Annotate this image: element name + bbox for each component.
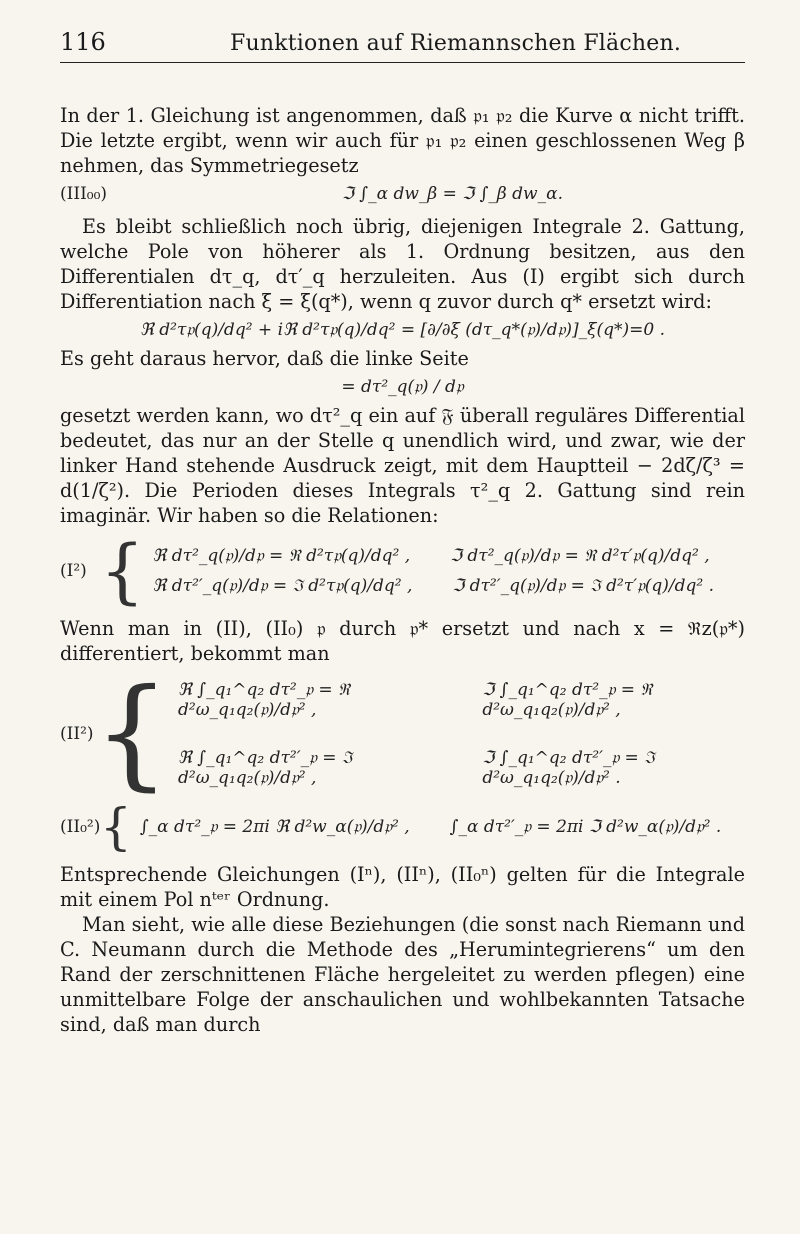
- left-brace: {: [100, 798, 132, 856]
- equation-group-II02: [60, 798, 745, 856]
- equation-label: (I²): [60, 561, 87, 581]
- paragraph-5: Wenn man in (II), (II₀) 𝔭 durch 𝔭* ersetzt und nach x = ℜz(𝔭*) differentiert, bekommt man: [60, 617, 745, 665]
- left-brace: {: [93, 664, 170, 803]
- equation-III00: [60, 184, 745, 204]
- paragraph-1: In der 1. Gleichung ist angenommen, daß 𝔭₁ 𝔭₂ die Kurve α nicht trifft. Die letzte ergibt, wenn wir auch für 𝔭₁ 𝔭₂ einen geschlossenen Weg β nehmen, das Symmetriegesetz: [60, 104, 745, 177]
- paragraph-3: Es geht daraus hervor, daß die linke Seite: [60, 347, 469, 370]
- running-title: Funktionen auf Riemannschen Flächen.: [230, 31, 682, 56]
- equation-label: (III₀₀): [60, 184, 108, 204]
- page-number: 116: [60, 28, 106, 56]
- equation-group-I2: [60, 530, 745, 612]
- paragraph-2: Es bleibt schließlich noch übrig, diejenigen Integrale 2. Gattung, welche Pole von höherer als 1. Ordnung besitzen, aus den Differentialen dτ_q, dτ′_q herzuleiten. Aus (I) ergibt sich durch Differentiation nach ξ = ξ(q*), wenn q zuvor durch q* ersetzt wird:: [60, 215, 745, 313]
- equation-cell: ℑ dτ²′_q(𝔭)/d𝔭 = ℑ d²τ′𝔭(q)/dq² .: [452, 576, 715, 596]
- paragraph-4: gesetzt werden kann, wo dτ²_q ein auf 𝔉 überall reguläres Differential bedeutet, das nur an der Stelle q unendlich wird, und zwar, wie der linker Hand stehende Ausdruck zeigt, mit dem Hauptteil − 2dζ/ζ³ = d(1/ζ²). Die Perioden dieses Integrals τ²_q 2. Gattung sind rein imaginär. Wir haben so die Relationen:: [60, 404, 745, 527]
- book-page: [60, 28, 745, 1037]
- paragraph-7: Man sieht, wie alle diese Beziehungen (die sonst nach Riemann und C. Neumann durch die Methode des „Herumintegrierens“ um den Rand der zerschnittenen Fläche hergeleitet zu werden pflegen) eine unmittelbare Folge der anschaulichen und wohlbekannten Tatsache sind, daß man durch: [60, 913, 745, 1036]
- equation-cell: ℜ ∫_q₁^q₂ dτ²′_𝔭 = ℑ d²ω_q₁q₂(𝔭)/d𝔭² ,: [178, 748, 353, 788]
- equation-body: ℜ d²τ𝔭(q)/dq² + iℜ d²τ𝔭(q)/dq² = [∂/∂ξ (dτ_q*(𝔭)/d𝔭)]_ξ(q*)=0 .: [140, 320, 665, 340]
- equation-body: = dτ²_q(𝔭) / d𝔭: [341, 377, 464, 397]
- equation-cell: ℑ ∫_q₁^q₂ dτ²′_𝔭 = ℑ d²ω_q₁q₂(𝔭)/d𝔭² .: [482, 748, 655, 788]
- equation-cell: ℑ ∫_q₁^q₂ dτ²_𝔭 = ℜ d²ω_q₁q₂(𝔭)/d𝔭² ,: [482, 680, 653, 720]
- page-header: [60, 28, 745, 63]
- equation-label: (II²): [60, 724, 94, 744]
- equation-cell: ℜ dτ²′_q(𝔭)/d𝔭 = ℑ d²τ𝔭(q)/dq² ,: [152, 576, 413, 596]
- equation-cell: ℑ dτ²_q(𝔭)/d𝔭 = ℜ d²τ′𝔭(q)/dq² ,: [450, 546, 710, 566]
- equation-cell: ℜ dτ²_q(𝔭)/d𝔭 = ℜ d²τ𝔭(q)/dq² ,: [152, 546, 411, 566]
- equation-cell: ∫_α dτ²_𝔭 = 2πi ℜ d²w_α(𝔭)/d𝔭² ,: [139, 817, 410, 837]
- equation-group-II2: [60, 664, 745, 803]
- paragraph-6: Entsprechende Gleichungen (Iⁿ), (IIⁿ), (II₀ⁿ) gelten für die Integrale mit einem Pol nᵗᵉʳ Ordnung.: [60, 863, 745, 911]
- equation-left-side: [60, 377, 745, 397]
- equation-label: (II₀²): [60, 817, 101, 837]
- equation-cell: ℜ ∫_q₁^q₂ dτ²_𝔭 = ℜ d²ω_q₁q₂(𝔭)/d𝔭² ,: [178, 680, 351, 720]
- left-brace: {: [100, 530, 145, 612]
- equation-cell: ∫_α dτ²′_𝔭 = 2πi ℑ d²w_α(𝔭)/d𝔭² .: [449, 817, 722, 837]
- equation-body: ℑ ∫_α dw_β = ℑ ∫_β dw_α.: [342, 184, 563, 204]
- equation-differentiation: [60, 320, 745, 340]
